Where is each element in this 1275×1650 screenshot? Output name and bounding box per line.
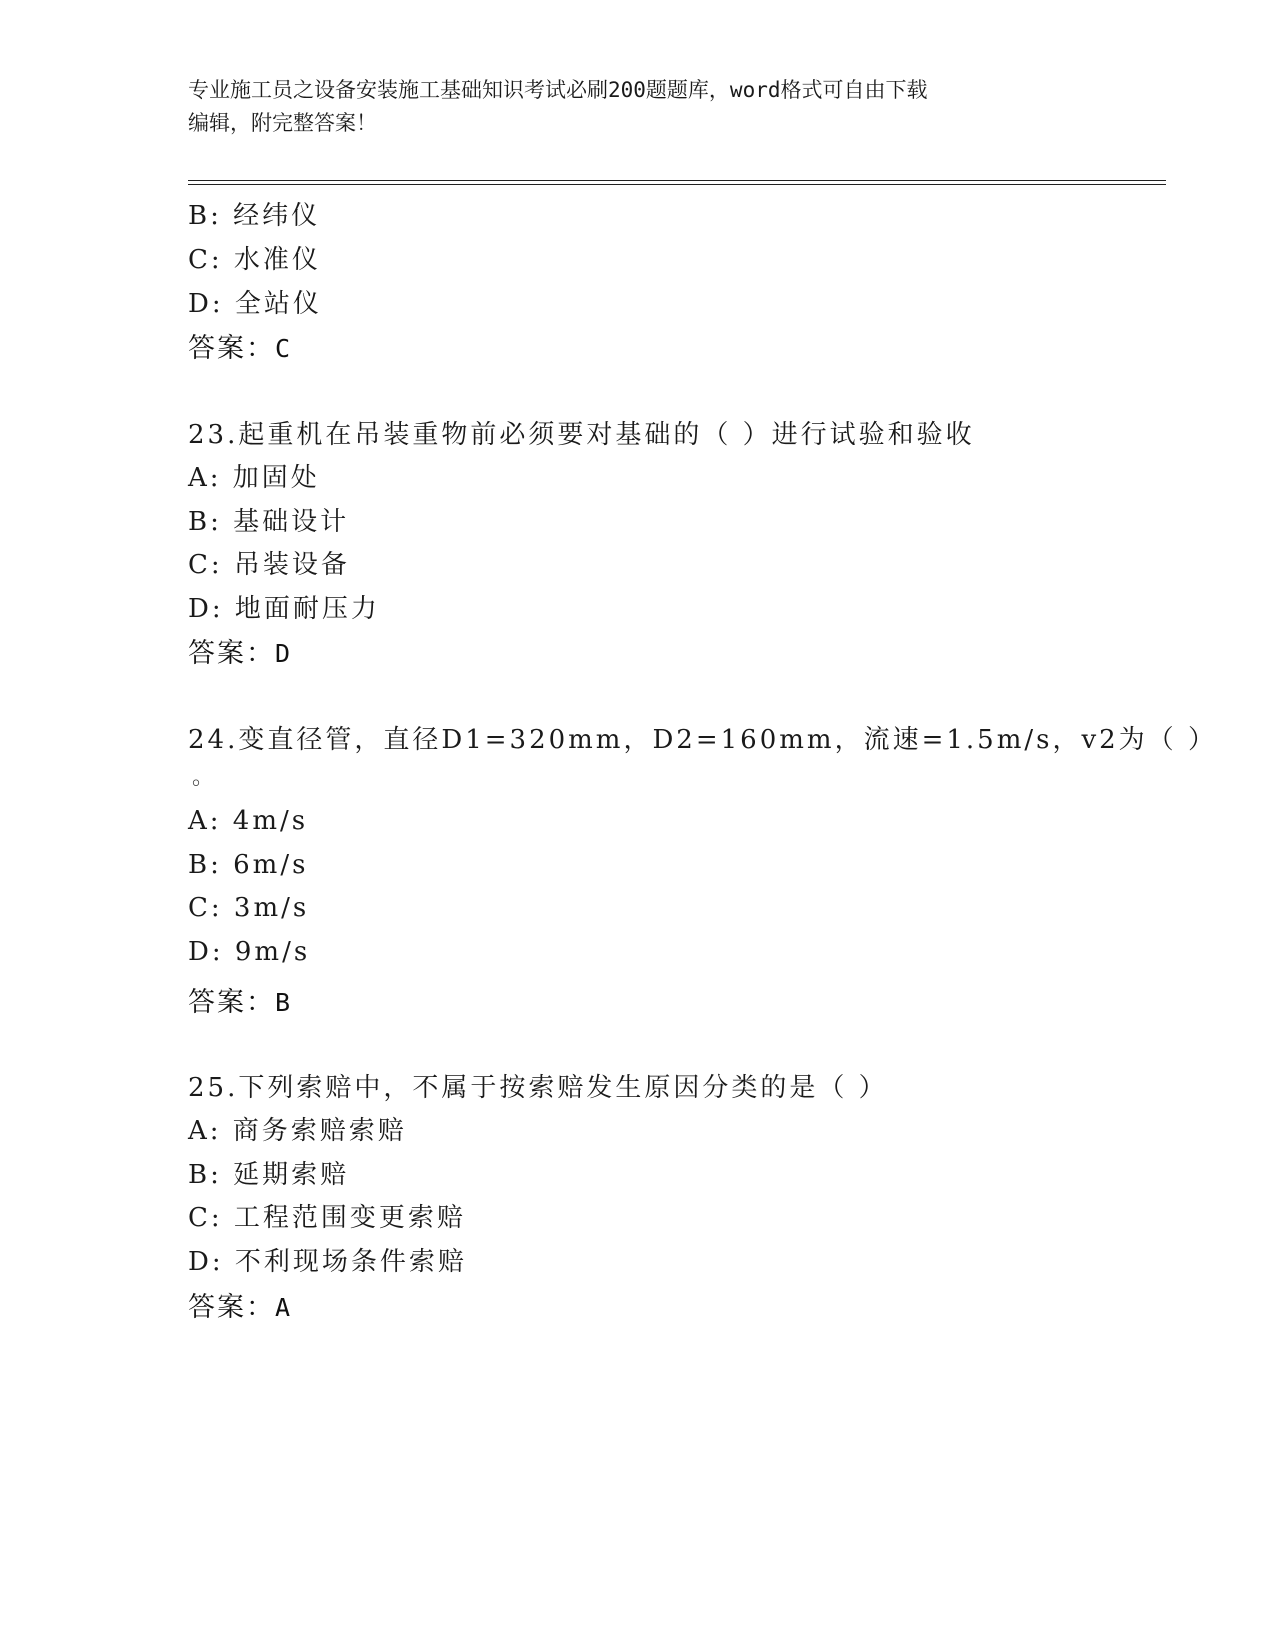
header-divider-bottom	[188, 184, 1166, 185]
q23-option-b: B: 基础设计	[188, 507, 350, 537]
q24-question-tail: 。	[192, 765, 215, 790]
q25-option-d: D: 不利现场条件索赔	[188, 1247, 467, 1277]
q24-option-c: C: 3m/s	[188, 893, 310, 923]
q23-question: 23.起重机在吊装重物前必须要对基础的（ ）进行试验和验收	[188, 420, 975, 450]
q25-option-b: B: 延期索赔	[188, 1160, 350, 1190]
q23-answer	[188, 631, 292, 670]
document-header	[188, 74, 1088, 140]
answer-value: C	[275, 334, 293, 363]
answer-value: A	[275, 1293, 293, 1322]
answer-value: D	[275, 639, 293, 668]
q25-option-c: C: 工程范围变更索赔	[188, 1203, 466, 1233]
q23-option-c: C: 吊装设备	[188, 550, 350, 580]
q22-option-d: D: 全站仪	[188, 289, 322, 319]
answer-label: 答案：	[188, 638, 275, 669]
q23-option-a: A: 加固处	[188, 463, 320, 493]
answer-label: 答案：	[188, 333, 275, 364]
q24-question: 24.变直径管，直径D1=320mm，D2=160mm，流速=1.5m/s，v2为（ ）	[188, 725, 1217, 755]
q24-option-d: D: 9m/s	[188, 937, 311, 967]
header-divider-top	[188, 180, 1166, 181]
answer-value: B	[275, 988, 293, 1017]
header-line-1: 专业施工员之设备安装施工基础知识考试必刷200题题库，word格式可自由下载	[188, 78, 928, 102]
header-line-2: 编辑，附完整答案！	[188, 111, 377, 135]
q24-option-b: B: 6m/s	[188, 850, 309, 880]
answer-label: 答案：	[188, 987, 275, 1018]
q25-question: 25.下列索赔中，不属于按索赔发生原因分类的是（ ）	[188, 1073, 888, 1103]
q24-option-a: A: 4m/s	[188, 806, 309, 836]
q22-answer	[188, 326, 292, 365]
answer-label: 答案：	[188, 1292, 275, 1323]
q24-answer	[188, 980, 292, 1019]
q22-option-c: C: 水准仪	[188, 245, 321, 275]
q22-option-b: B: 经纬仪	[188, 201, 321, 231]
q25-option-a: A: 商务索赔索赔	[188, 1116, 407, 1146]
q23-option-d: D: 地面耐压力	[188, 594, 380, 624]
q25-answer	[188, 1285, 292, 1324]
